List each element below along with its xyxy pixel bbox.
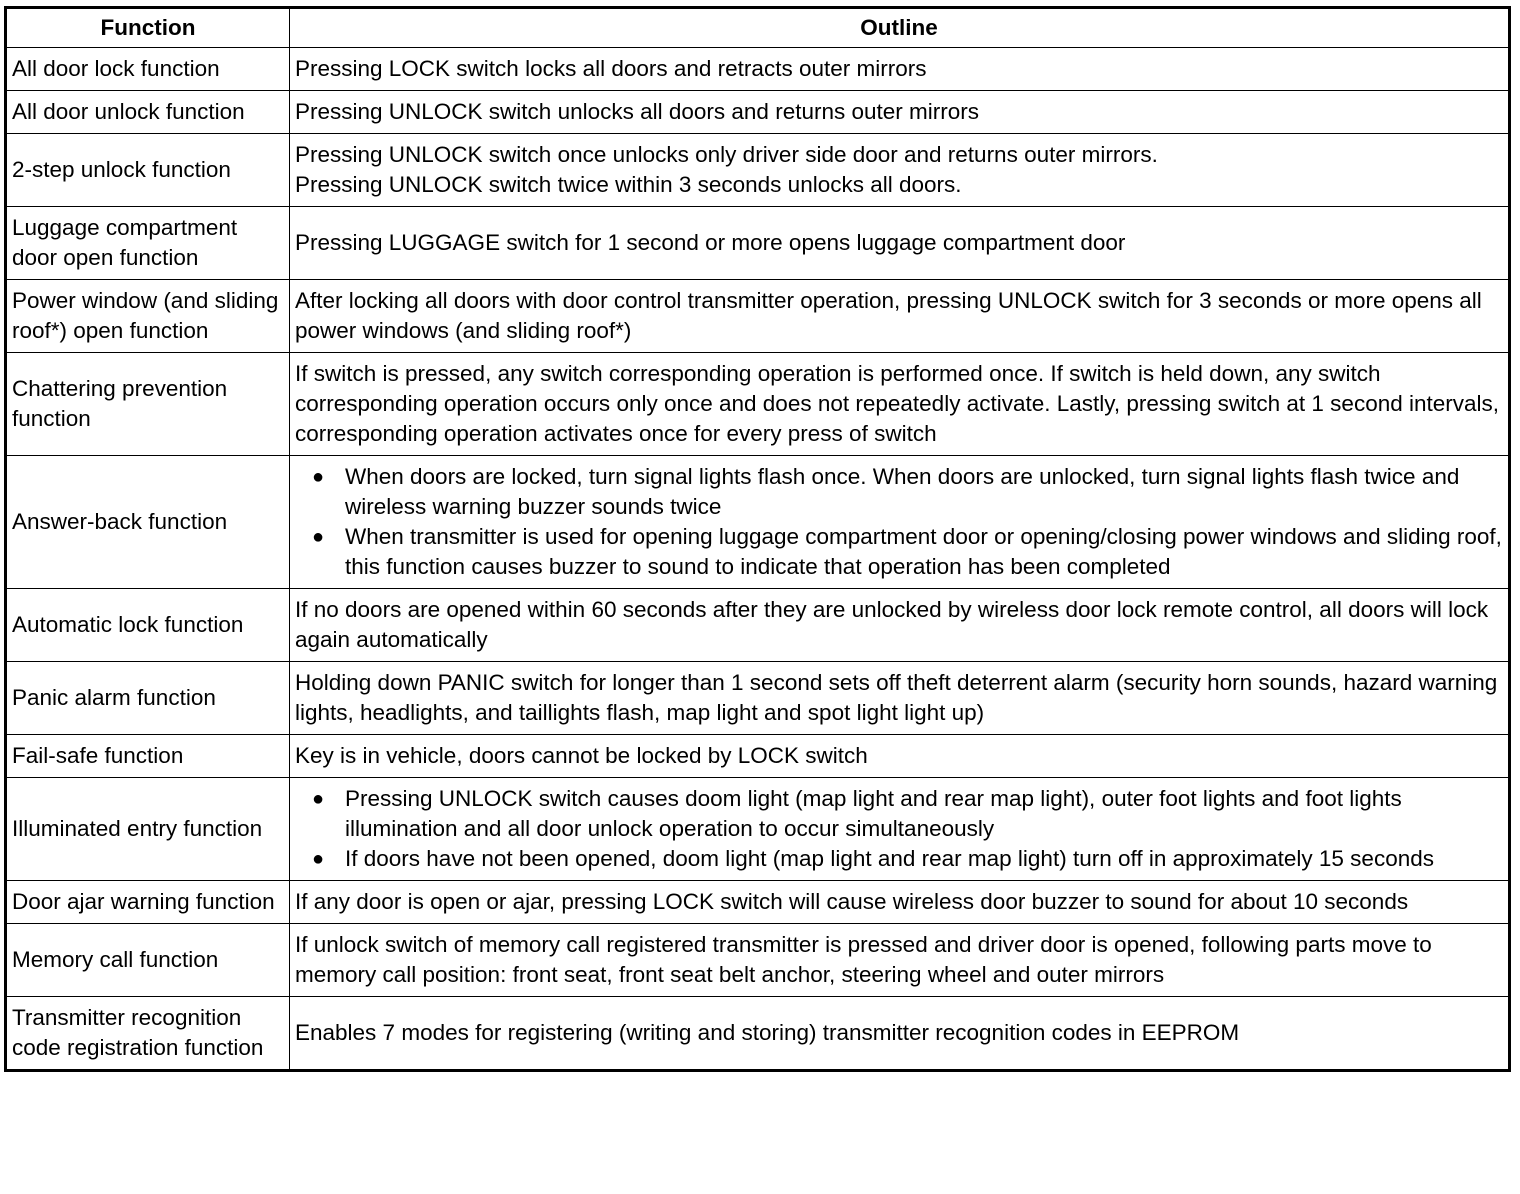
function-cell: Illuminated entry function bbox=[6, 778, 290, 881]
outline-cell bbox=[290, 589, 1510, 662]
table-row bbox=[6, 207, 1510, 280]
outline-bullet-list bbox=[295, 784, 1503, 874]
outline-text: If no doors are opened within 60 seconds after they are unlocked by wireless door lock remote control, all doors will lock again automatically bbox=[295, 597, 1489, 652]
function-cell: Answer-back function bbox=[6, 456, 290, 589]
table-row bbox=[6, 280, 1510, 353]
table-row bbox=[6, 924, 1510, 997]
outline-cell bbox=[290, 778, 1510, 881]
function-cell: Panic alarm function bbox=[6, 662, 290, 735]
outline-cell bbox=[290, 924, 1510, 997]
outline-text: After locking all doors with door control transmitter operation, pressing UNLOCK switch for 3 seconds or more opens all power windows (and sliding roof*) bbox=[295, 288, 1482, 343]
table-row bbox=[6, 662, 1510, 735]
function-cell: Fail-safe function bbox=[6, 735, 290, 778]
function-outline-table bbox=[4, 6, 1511, 1072]
table-row bbox=[6, 735, 1510, 778]
table-row bbox=[6, 48, 1510, 91]
table-row bbox=[6, 997, 1510, 1071]
outline-text: Pressing LUGGAGE switch for 1 second or more opens luggage compartment door bbox=[295, 230, 1126, 255]
outline-cell bbox=[290, 662, 1510, 735]
outline-cell bbox=[290, 997, 1510, 1071]
outline-cell bbox=[290, 48, 1510, 91]
function-cell: 2-step unlock function bbox=[6, 134, 290, 207]
function-cell: Chattering prevention function bbox=[6, 353, 290, 456]
outline-text: If switch is pressed, any switch corresponding operation is performed once. If switch is held down, any switch corresponding operation occurs only once and does not repeatedly activate. Lastly, pressing switch at 1 second intervals, corresponding operation activates once for every press of switch bbox=[295, 361, 1500, 446]
outline-text: Holding down PANIC switch for longer than 1 second sets off theft deterrent alarm (security horn sounds, hazard warning lights, headlights, and taillights flash, map light and spot light light up) bbox=[295, 670, 1498, 725]
outline-cell bbox=[290, 91, 1510, 134]
outline-text: If unlock switch of memory call registered transmitter is pressed and driver door is opened, following parts move to memory call position: front seat, front seat belt anchor, steering wheel and outer mirrors bbox=[295, 932, 1432, 987]
outline-cell bbox=[290, 280, 1510, 353]
table-body bbox=[6, 48, 1510, 1071]
function-cell: Memory call function bbox=[6, 924, 290, 997]
outline-text: Pressing UNLOCK switch unlocks all doors and returns outer mirrors bbox=[295, 99, 979, 124]
outline-cell bbox=[290, 353, 1510, 456]
table-header-row bbox=[6, 8, 1510, 48]
column-header-outline: Outline bbox=[290, 8, 1510, 48]
outline-text: Pressing UNLOCK switch once unlocks only driver side door and returns outer mirrors. bbox=[295, 142, 1158, 167]
table-row bbox=[6, 456, 1510, 589]
outline-text: Pressing LOCK switch locks all doors and retracts outer mirrors bbox=[295, 56, 927, 81]
outline-bullet-item: ● Pressing UNLOCK switch causes doom light (map light and rear map light), outer foot lights and foot lights illumination and all door unlock operation to occur simultaneously bbox=[345, 784, 1503, 844]
outline-bullet-item: ● When doors are locked, turn signal lights flash once. When doors are unlocked, turn signal lights flash twice and wireless warning buzzer sounds twice bbox=[345, 462, 1503, 522]
outline-cell bbox=[290, 207, 1510, 280]
table-row bbox=[6, 589, 1510, 662]
table-row bbox=[6, 353, 1510, 456]
outline-bullet-item: ● If doors have not been opened, doom light (map light and rear map light) turn off in approximately 15 seconds bbox=[345, 844, 1503, 874]
outline-bullet-item: ● When transmitter is used for opening luggage compartment door or opening/closing power windows and sliding roof, this function causes buzzer to sound to indicate that operation has been completed bbox=[345, 522, 1503, 582]
function-cell: Luggage compartment door open function bbox=[6, 207, 290, 280]
table-row bbox=[6, 91, 1510, 134]
table-row bbox=[6, 134, 1510, 207]
table-row bbox=[6, 778, 1510, 881]
column-header-function: Function bbox=[6, 8, 290, 48]
outline-bullet-list bbox=[295, 462, 1503, 582]
outline-cell bbox=[290, 456, 1510, 589]
function-cell: All door lock function bbox=[6, 48, 290, 91]
function-cell: Power window (and sliding roof*) open function bbox=[6, 280, 290, 353]
outline-cell bbox=[290, 134, 1510, 207]
outline-cell bbox=[290, 881, 1510, 924]
outline-text: Enables 7 modes for registering (writing and storing) transmitter recognition codes in EEPROM bbox=[295, 1020, 1240, 1045]
outline-text: Pressing UNLOCK switch twice within 3 seconds unlocks all doors. bbox=[295, 172, 962, 197]
outline-text: Key is in vehicle, doors cannot be locked by LOCK switch bbox=[295, 743, 868, 768]
function-cell: Automatic lock function bbox=[6, 589, 290, 662]
function-cell: All door unlock function bbox=[6, 91, 290, 134]
table-row bbox=[6, 881, 1510, 924]
function-cell: Transmitter recognition code registration function bbox=[6, 997, 290, 1071]
function-cell: Door ajar warning function bbox=[6, 881, 290, 924]
outline-cell bbox=[290, 735, 1510, 778]
outline-text: If any door is open or ajar, pressing LOCK switch will cause wireless door buzzer to sound for about 10 seconds bbox=[295, 889, 1409, 914]
